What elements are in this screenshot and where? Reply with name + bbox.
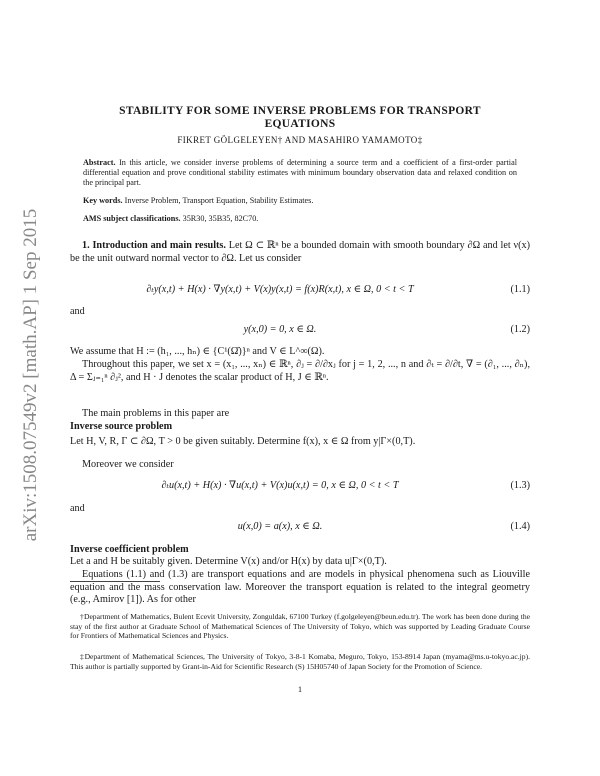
- arxiv-id: arXiv:1508.07549v2 [math.AP] 1 Sep 2015: [20, 208, 41, 542]
- equation-1-3-number: (1.3): [510, 480, 530, 491]
- assumption-text: We assume that H := (h₁, ..., hₙ) ∈ {C¹(Ω̄)}ⁿ and V ∈ L^∞(Ω).: [70, 346, 325, 357]
- notation-paragraph: Throughout this paper, we set x = (x₁, ..., xₙ) ∈ ℝⁿ, ∂ⱼ = ∂/∂xⱼ for j = 1, 2, ..., n and ∂ₜ = ∂/∂t, ∇ = (∂₁, ..., ∂ₙ), Δ = Σⱼ₌₁ⁿ ∂ⱼ², and H · J denotes the scalar product of H, J ∈ ℝⁿ.: [70, 359, 530, 383]
- moreover-text: Moreover we consider: [82, 459, 174, 470]
- arxiv-id-stamp: [4, 180, 44, 570]
- equation-1-4-number: (1.4): [510, 521, 530, 532]
- equation-1-2-body: y(x,0) = 0, x ∈ Ω.: [243, 324, 317, 335]
- equation-1-2: [70, 324, 530, 338]
- section-1-intro-text: Let Ω ⊂ ℝⁿ be a bounded domain with smooth boundary ∂Ω and let ν(x) be the unit outward normal vector to ∂Ω. Let us consider: [70, 240, 531, 264]
- abstract-label: Abstract.: [83, 158, 116, 167]
- inverse-source-text: Let H, V, R, Γ ⊂ ∂Ω, T > 0 be given suitably. Determine f(x), x ∈ Ω from y|Γ×(0,T).: [70, 436, 416, 447]
- equation-1-1-number: (1.1): [510, 284, 530, 295]
- equation-1-4-body: u(x,0) = a(x), x ∈ Ω.: [237, 521, 323, 532]
- ams-text: 35R30, 35B35, 82C70.: [182, 214, 259, 223]
- section-1-intro: [70, 240, 530, 265]
- equation-1-1: [70, 284, 530, 298]
- page-number: 1: [297, 684, 303, 694]
- abstract-text: In this article, we consider inverse problems of determining a source term and a coefficient of a first-order partial differential equation and prove conditional stability estimates with minimum boundary observation data and relaxed condition on the principal part.: [83, 158, 517, 188]
- arxiv-sidebar: [4, 180, 44, 570]
- footnote-rule: [70, 581, 160, 582]
- inverse-coefficient-heading: Inverse coefficient problem: [70, 544, 189, 555]
- title-line-1: STABILITY FOR SOME INVERSE PROBLEMS FOR TRANSPORT: [119, 105, 481, 117]
- paper-title: [60, 105, 540, 131]
- inverse-coefficient-text: Let a and H be suitably given. Determine V(x) and/or H(x) by data u|Γ×(0,T).: [70, 556, 387, 567]
- equation-1-2-number: (1.2): [510, 324, 530, 335]
- equation-1-3-body: ∂ₜu(x,t) + H(x) · ∇u(x,t) + V(x)u(x,t) = 0, x ∈ Ω, 0 < t < T: [161, 480, 399, 491]
- footnote-2: ‡Department of Mathematical Sciences, The University of Tokyo, 3-8-1 Komaba, Meguro, Tokyo, 153-8914 Japan (myama@ms.u-tokyo.ac.jp). This author is partially supported by Grant-in-Aid for Scientific Research (S) 15H05740 of Japan Society for the Promotion of Science.: [70, 652, 530, 671]
- keywords-text: Inverse Problem, Transport Equation, Stability Estimates.: [124, 196, 314, 205]
- equation-1-3: [70, 480, 530, 494]
- section-1-heading: 1. Introduction and main results.: [82, 240, 226, 251]
- and-label-1: and: [70, 306, 85, 317]
- authors: FIKRET GÖLGELEYEN† AND MASAHIRO YAMAMOTO‡: [177, 135, 423, 145]
- ams-label: AMS subject classifications.: [83, 214, 181, 223]
- and-label-2: and: [70, 503, 85, 514]
- footnote-1: †Department of Mathematics, Bulent Ecevit University, Zonguldak, 67100 Turkey (f.golgeleyen@beun.edu.tr). The work has been done during the stay of the first author at Graduate School of Mathematical Sciences of The University of Tokyo, which was supported by Leading Graduate Course for Frontiers of Mathematical Sciences and Physics.: [70, 612, 530, 641]
- title-line-2: EQUATIONS: [264, 118, 336, 130]
- main-problems-text: The main problems in this paper are: [82, 408, 230, 419]
- equation-1-1-body: ∂ₜy(x,t) + H(x) · ∇y(x,t) + V(x)y(x,t) = f(x)R(x,t), x ∈ Ω, 0 < t < T: [146, 284, 414, 295]
- ams-classification: [83, 214, 517, 224]
- inverse-source-heading: Inverse source problem: [70, 421, 173, 432]
- equation-1-4: [70, 521, 530, 535]
- abstract: [83, 158, 517, 189]
- transport-discussion: Equations (1.1) and (1.3) are transport equations and are models in physical phenomena such as Liouville equation and the mass conservation law. Moreover the transport equation is related to the integral geometry (e.g., Amirov [1]). As for other: [70, 569, 530, 605]
- keywords: [83, 196, 517, 206]
- keywords-label: Key words.: [83, 196, 123, 205]
